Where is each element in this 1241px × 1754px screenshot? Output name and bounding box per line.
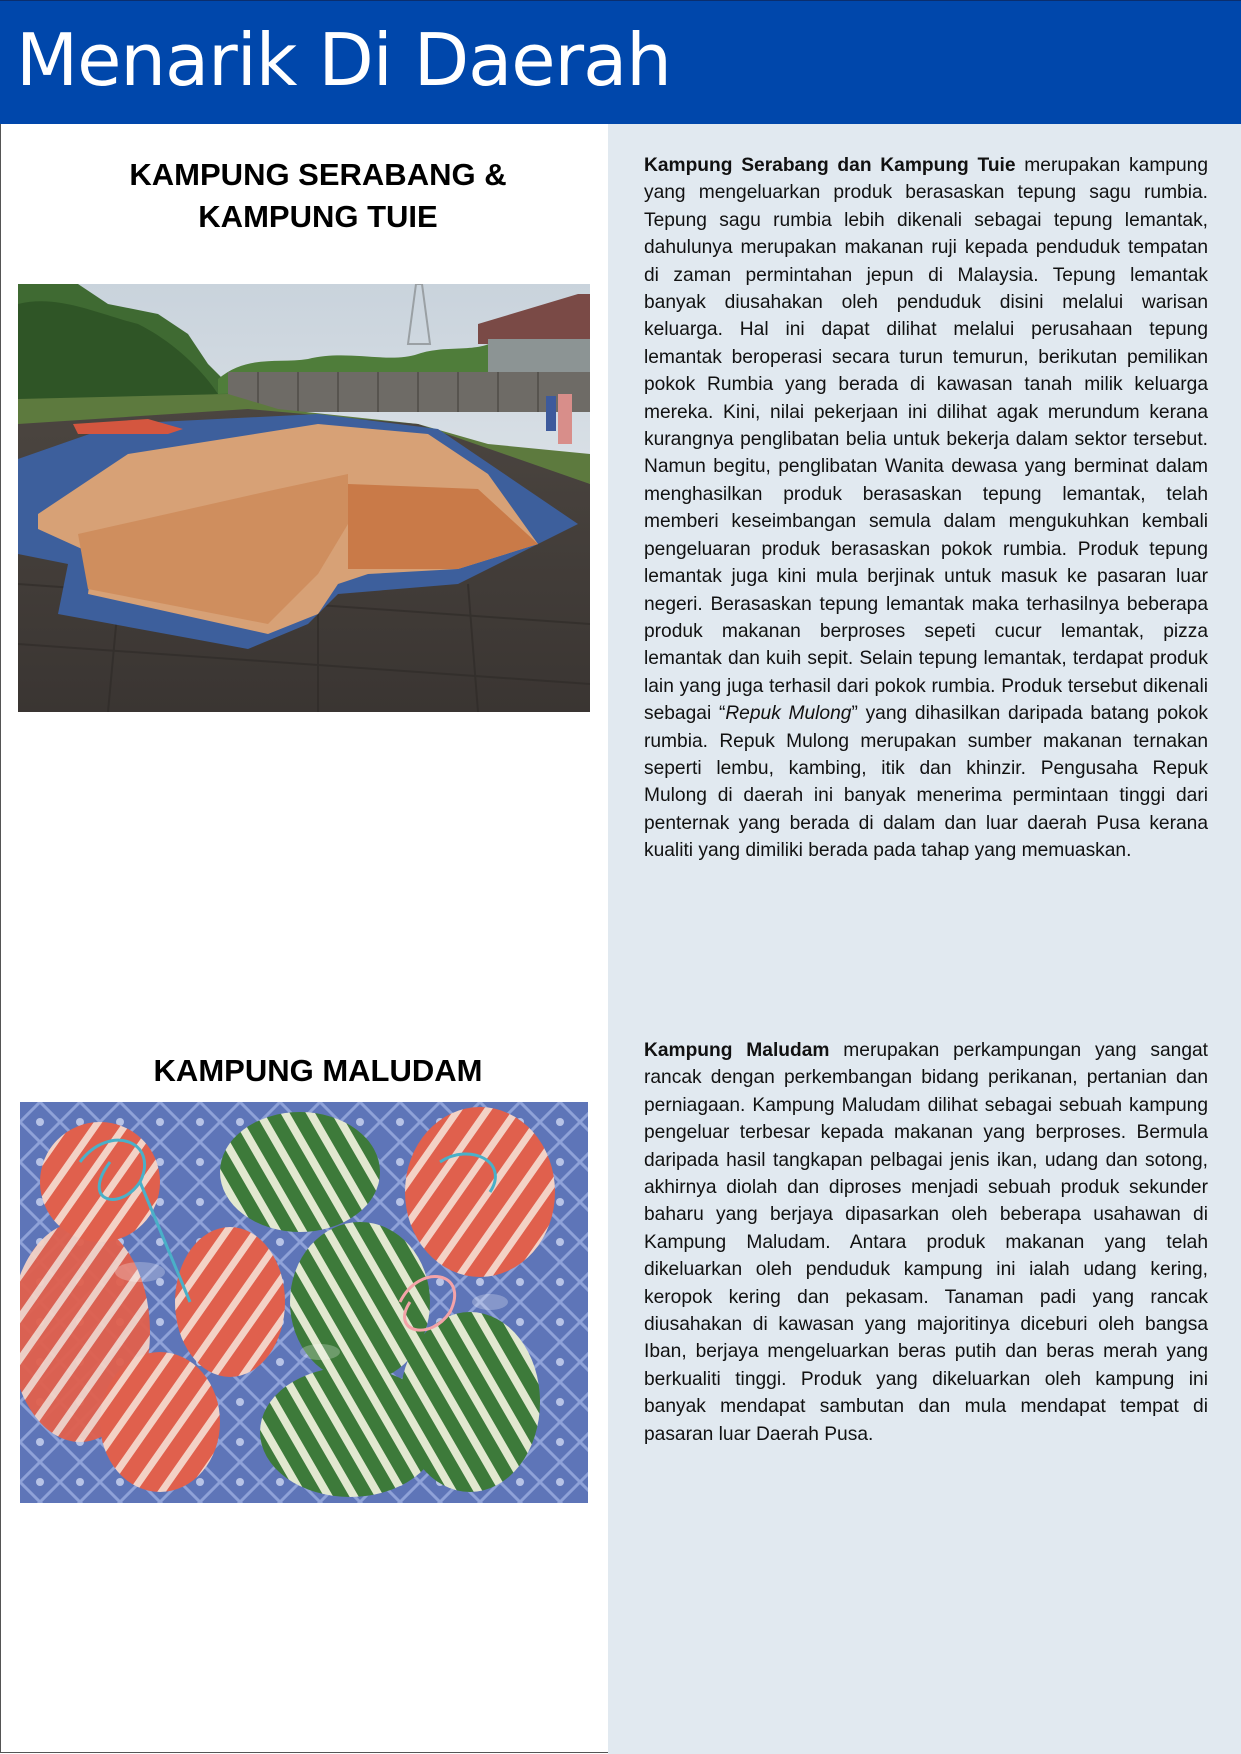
section-title-serabang-tuie: KAMPUNG SERABANG & KAMPUNG TUIE [129,157,507,234]
section-italic-repuk-mulong: Repuk Mulong [725,703,852,725]
section-text-part1: merupakan kampung yang mengeluarkan produk berasaskan tepung sagu rumbia. Tepung sagu rumbia lebih dikenali sebagai tepung lemantak, dahulunya merupakan makanan ruji kepada penduduk tempatan di zaman permintahan jepun di Malaysia. Tepung lemantak banyak diusahakan oleh penduduk disini melalui warisan keluarga. Hal ini dapat dilihat melalui perusahaan tepung lemantak beroperasi secara turun temurun, berikutan pemilikan pokok Rumbia yang berada di kawasan tanah milik keluarga mereka. Kini, nilai pekerjaan ini dilihat agak merundum kerana kurangnya penglibatan belia untuk bekerja dalam sektor tersebut. Namun begitu, penglibatan Wanita dewasa yang berminat dalam menghasilkan produk berasaskan tepung lemantak, telah memberi keseimbangan semula dalam mengukuhkan kembali pengeluaran produk berasaskan pokok rumbia. Produk tepung lemantak juga kini mula berjinak untuk masuk ke pasaran luar negeri. Berasaskan tepung lemantak maka terhasilnya beberapa produk makanan berproses sepeti cucur lemantak, pizza lemantak dan kuih sepit. Selain tepung lemantak, terdapat produk lain yang juga terhasil dari pokok rumbia. Produk tersebut dikenali sebagai “ [644,155,1208,725]
packaged-crackers-photo [20,1102,588,1503]
photo-packaged-crackers-icon [20,1102,588,1503]
section-body-serabang-tuie [644,152,1208,865]
section-text-maludam: merupakan perkampungan yang sangat rancak dengan perkembangan bidang perikanan, pertanian dan perniagaan. Kampung Maludam dilihat sebagai sebuah kampung pengeluar terbesar kepada makanan yang berproses. Bermula daripada hasil tangkapan pelbagai jenis ikan, udang dan sotong, akhirnya diolah dan diproses menjadi sebuah produk sekunder baharu yang berjaya dipasarkan oleh beberapa usahawan di Kampung Maludam. Antara produk makanan yang telah dikeluarkan oleh penduduk kampung ini ialah udang kering, keropok kering dan pekasam. Tanaman padi yang rancak diusahakan di kawasan yang majoritinya diceburi oleh bangsa Iban, berjaya mengeluarkan beras putih dan beras merah yang berkualiti tinggi. Produk yang dikeluarkan oleh kampung ini banyak mendapat sambutan dan mula mendapat tempat di pasaran luar Daerah Pusa. [644,1040,1208,1445]
section-title-maludam: KAMPUNG MALUDAM [153,1053,483,1088]
photo-sago-flour-drying-icon [18,284,590,712]
sago-flour-drying-photo [18,284,590,712]
section-body-maludam [644,1037,1208,1448]
section-lead-maludam: Kampung Maludam [644,1040,830,1061]
section-lead-serabang-tuie: Kampung Serabang dan Kampung Tuie [644,155,1016,176]
page-title: Menarik Di Daerah [16,18,671,102]
page-header [0,0,1241,124]
section-text-part2: ” yang dihasilkan daripada batang pokok rumbia. Repuk Mulong merupakan sumber makanan ternakan seperti lembu, kambing, itik dan khinzir. Pengusaha Repuk Mulong di daerah ini banyak menerima permintaan tinggi dari penternak yang berada di dalam dan luar daerah Pusa kerana kualiti yang dimiliki berada pada tahap yang memuaskan. [644,703,1208,862]
